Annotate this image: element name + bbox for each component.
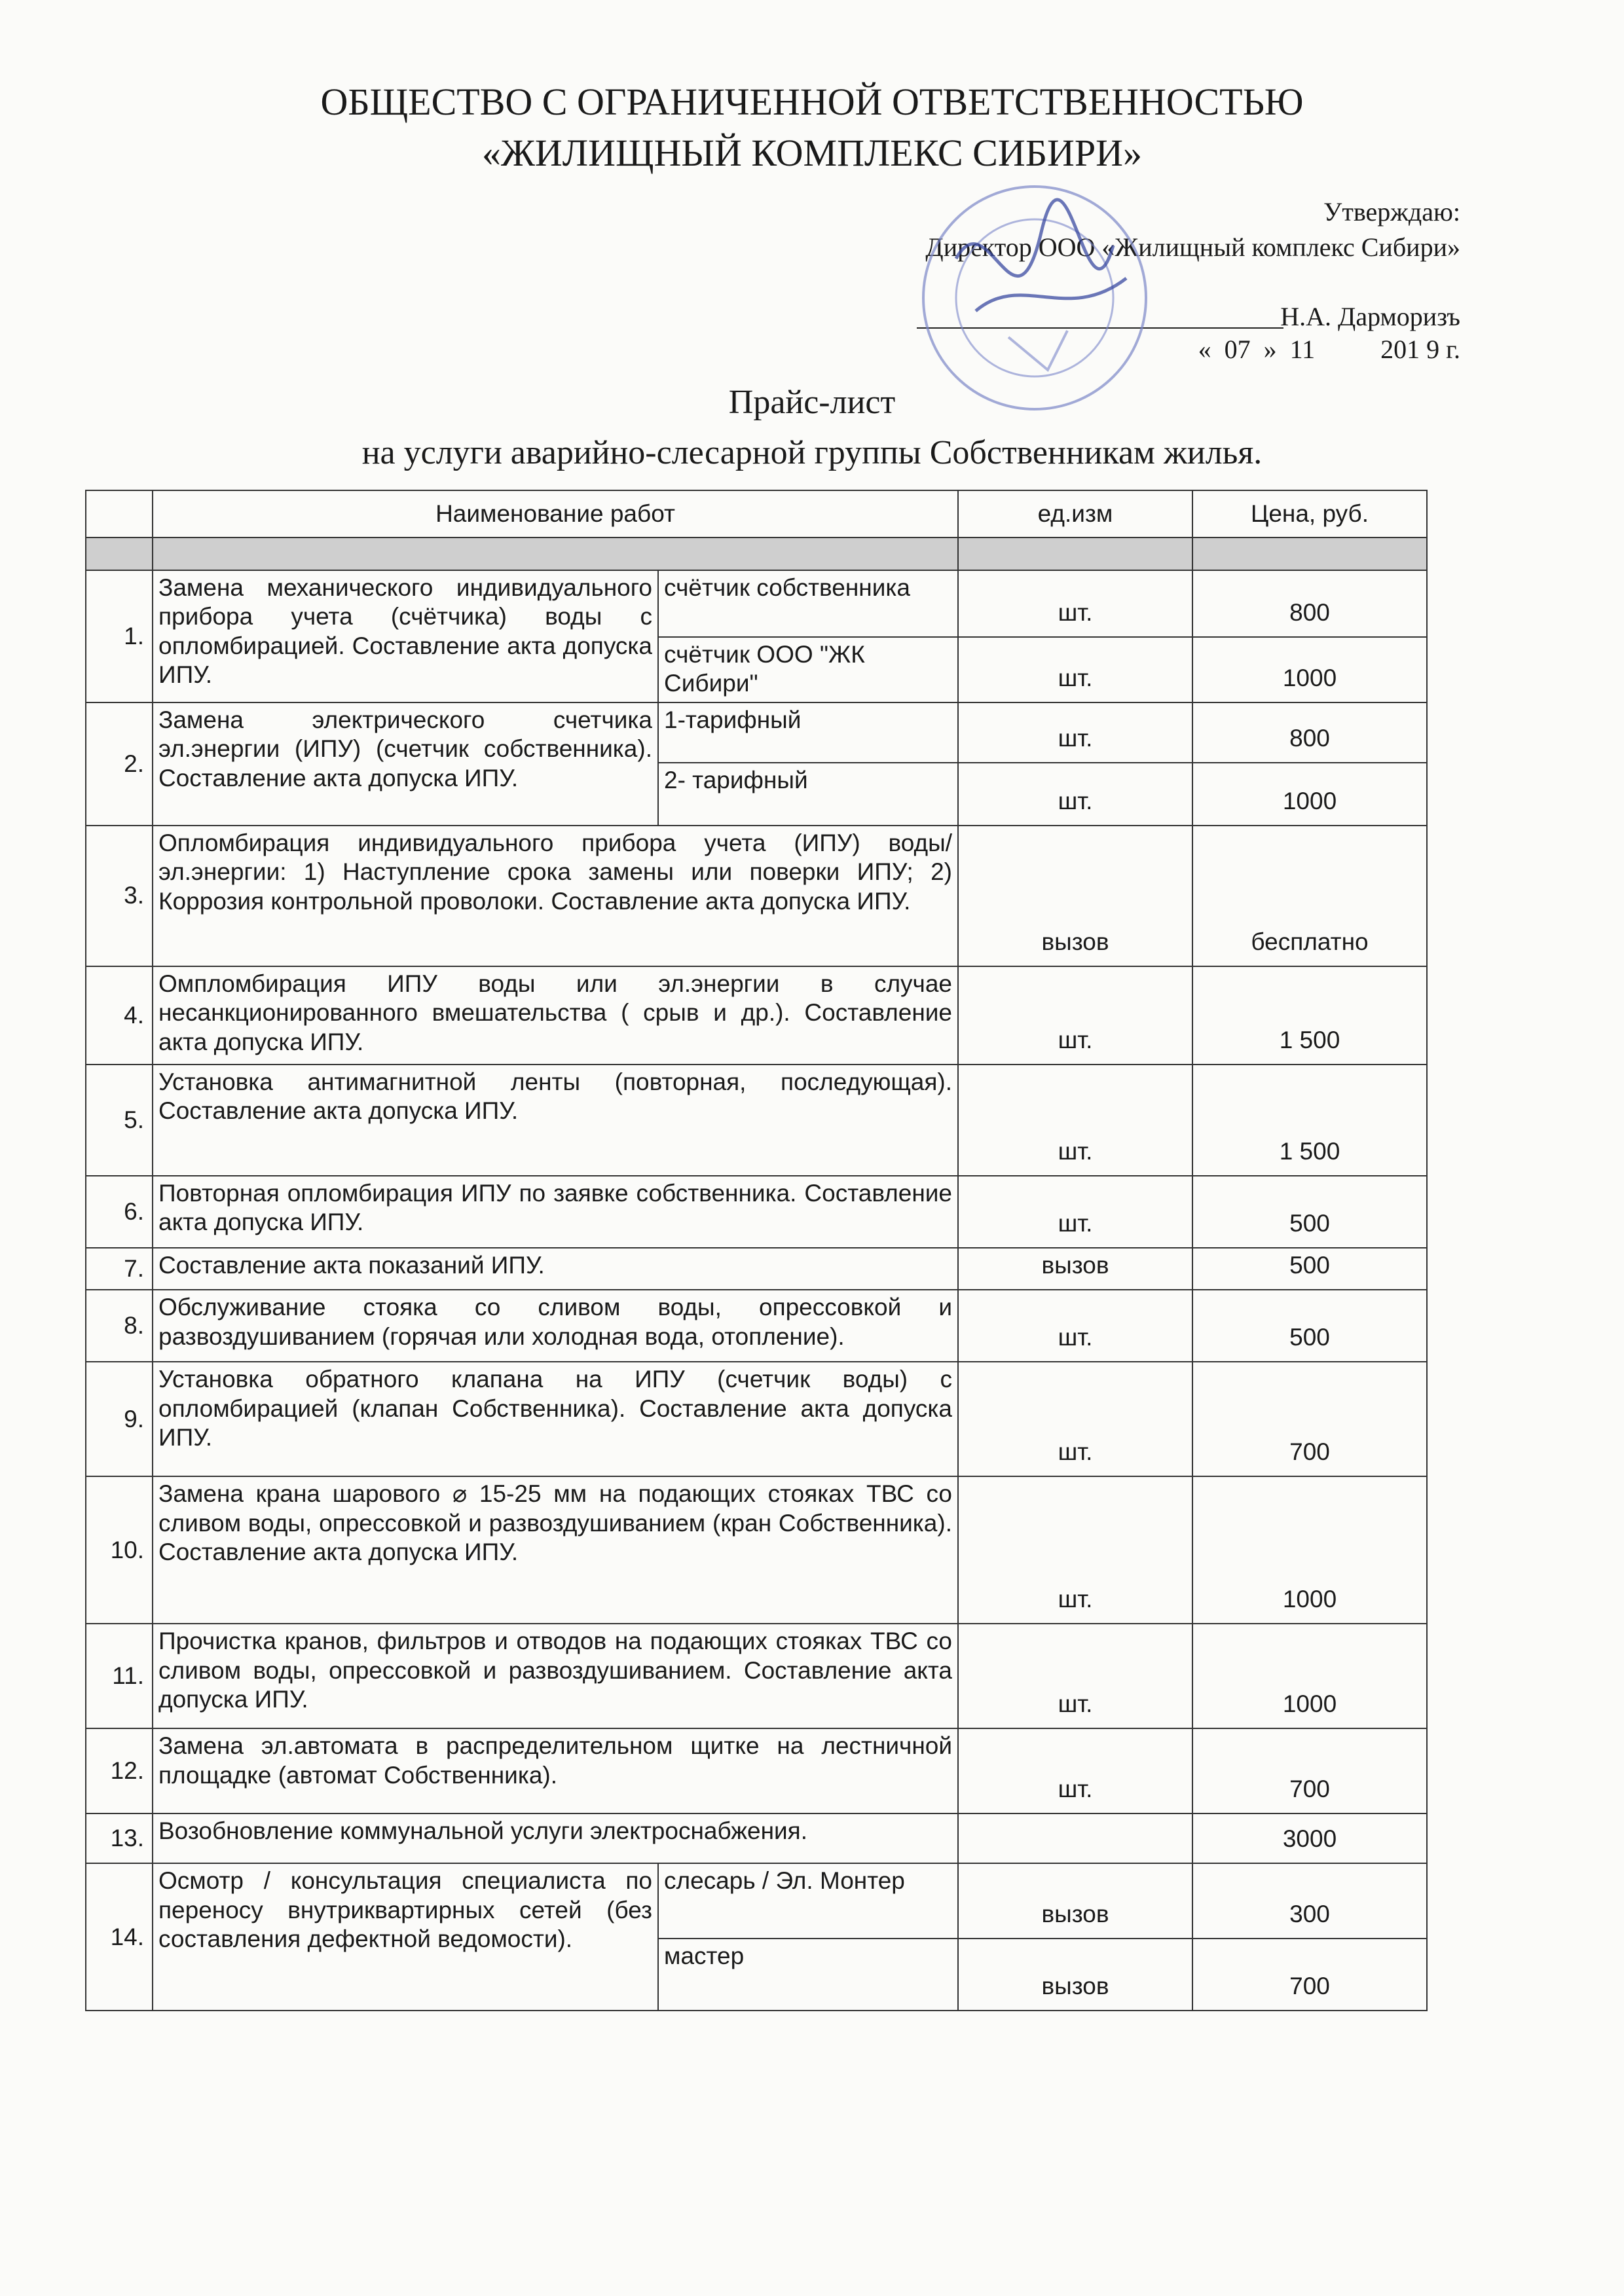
table-header-row xyxy=(86,490,1427,538)
row-number: 12. xyxy=(86,1728,153,1813)
row-number: 9. xyxy=(86,1362,153,1476)
row-unit: шт. xyxy=(958,1176,1192,1248)
document-subtitle: на услуги аварийно-слесарной группы Собственникам жилья. xyxy=(361,434,1263,471)
row-description: Установка обратного клапана на ИПУ (счетчик воды) с опломбирацией (клапан Собственника). Составление акта допуска ИПУ. xyxy=(153,1362,958,1476)
row-number: 5. xyxy=(86,1065,153,1176)
table-row xyxy=(86,1624,1427,1728)
row-unit: шт. xyxy=(958,1728,1192,1813)
row-description: Установка антимагнитной ленты (повторная, последующая). Составление акта допуска ИПУ. xyxy=(153,1065,958,1176)
row-number: 11. xyxy=(86,1624,153,1728)
table-row xyxy=(86,966,1427,1065)
row-price: 1000 xyxy=(1192,637,1427,702)
table-grey-row xyxy=(86,538,1427,570)
table-row xyxy=(86,1248,1427,1290)
price-table xyxy=(85,490,1428,2011)
document-title: Прайс-лист xyxy=(728,384,896,421)
approval-label: Утверждаю: xyxy=(1323,197,1460,227)
table-row xyxy=(86,1065,1427,1176)
header-blank-cell xyxy=(86,490,153,538)
row-number: 3. xyxy=(86,826,153,966)
row-unit: вызов xyxy=(958,1863,1192,1939)
row-price: 500 xyxy=(1192,1176,1427,1248)
row-description: Прочистка кранов, фильтров и отводов на подающих стояках ТВС со сливом воды, опрессовкой и развоздушиванием. Составление акта допуска ИПУ. xyxy=(153,1624,958,1728)
director-title: Директор ООО «Жилищный комплекс Сибири» xyxy=(925,232,1460,262)
row-variant: слесарь / Эл. Монтер xyxy=(658,1863,958,1939)
row-number: 1. xyxy=(86,570,153,702)
row-description: Обслуживание стояка со сливом воды, опрессовкой и развоздушиванием (горячая или холодная вода, отопление). xyxy=(153,1290,958,1362)
row-price: бесплатно xyxy=(1192,826,1427,966)
row-number: 8. xyxy=(86,1290,153,1362)
grey-cell xyxy=(1192,538,1427,570)
row-description: Замена механического индивидуального прибора учета (счётчика) воды с опломбирацией. Составление акта допуска ИПУ. xyxy=(153,570,658,702)
row-description: Опломбирация индивидуального прибора учета (ИПУ) воды/эл.энергии: 1) Наступление срока замены или поверки ИПУ; 2) Коррозия контрольной проволоки. Составление акта допуска ИПУ. xyxy=(153,826,958,966)
row-number: 10. xyxy=(86,1476,153,1624)
row-unit: шт. xyxy=(958,1290,1192,1362)
row-description: Замена эл.автомата в распределительном щитке на лестничной площадке (автомат Собственника). xyxy=(153,1728,958,1813)
table-row xyxy=(86,1813,1427,1863)
org-name-line2: «ЖИЛИЩНЫЙ КОМПЛЕКС СИБИРИ» xyxy=(481,132,1143,174)
row-description: Замена электрического счетчика эл.энергии (ИПУ) (счетчик собственника). Составление акта допуска ИПУ. xyxy=(153,702,658,826)
row-unit: вызов xyxy=(958,826,1192,966)
row-unit: вызов xyxy=(958,1939,1192,2011)
table-row xyxy=(86,1863,1427,1939)
table-row xyxy=(86,702,1427,763)
row-unit: шт. xyxy=(958,1065,1192,1176)
row-price: 1000 xyxy=(1192,763,1427,826)
row-number: 4. xyxy=(86,966,153,1065)
row-unit: вызов xyxy=(958,1248,1192,1290)
row-unit: шт. xyxy=(958,637,1192,702)
row-number: 2. xyxy=(86,702,153,826)
table-row xyxy=(86,1476,1427,1624)
grey-cell xyxy=(958,538,1192,570)
row-variant: 1-тарифный xyxy=(658,702,958,763)
row-description: Замена крана шарового ⌀ 15-25 мм на подающих стояках ТВС со сливом воды, опрессовкой и развоздушиванием (кран Собственника). Составление акта допуска ИПУ. xyxy=(153,1476,958,1624)
row-price: 500 xyxy=(1192,1290,1427,1362)
row-description: Составление акта показаний ИПУ. xyxy=(153,1248,958,1290)
row-description: Возобновление коммунальной услуги электроснабжения. xyxy=(153,1813,958,1863)
row-unit: шт. xyxy=(958,702,1192,763)
row-variant: 2- тарифный xyxy=(658,763,958,826)
header-unit: ед.изм xyxy=(958,490,1192,538)
row-description: Омпломбирация ИПУ воды или эл.энергии в случае несанкционированного вмешательства ( срыв и др.). Составление акта допуска ИПУ. xyxy=(153,966,958,1065)
table-row xyxy=(86,1176,1427,1248)
row-unit: шт. xyxy=(958,763,1192,826)
row-price: 1000 xyxy=(1192,1624,1427,1728)
row-price: 300 xyxy=(1192,1863,1427,1939)
table-row xyxy=(86,1362,1427,1476)
row-price: 1 500 xyxy=(1192,966,1427,1065)
row-variant: мастер xyxy=(658,1939,958,2011)
row-price: 700 xyxy=(1192,1362,1427,1476)
org-name-line1: ОБЩЕСТВО С ОГРАНИЧЕННОЙ ОТВЕТСТВЕННОСТЬЮ xyxy=(320,81,1304,123)
row-price: 800 xyxy=(1192,702,1427,763)
row-price: 800 xyxy=(1192,570,1427,637)
table-row xyxy=(86,1290,1427,1362)
row-number: 6. xyxy=(86,1176,153,1248)
row-number: 7. xyxy=(86,1248,153,1290)
row-price: 700 xyxy=(1192,1728,1427,1813)
row-price: 700 xyxy=(1192,1939,1427,2011)
row-number: 14. xyxy=(86,1863,153,2011)
table-row xyxy=(86,570,1427,637)
table-row xyxy=(86,1728,1427,1813)
grey-cell xyxy=(153,538,958,570)
header-name: Наименование работ xyxy=(153,490,958,538)
row-price: 500 xyxy=(1192,1248,1427,1290)
row-price: 1000 xyxy=(1192,1476,1427,1624)
signatory-name: Н.А. Дарморизъ xyxy=(1280,302,1460,331)
row-unit xyxy=(958,1813,1192,1863)
row-variant: счётчик ООО "ЖК Сибири" xyxy=(658,637,958,702)
approval-date: « 07 » 11 201 9 г. xyxy=(1198,335,1460,364)
row-description: Осмотр / консультация специалиста по переносу внутриквартирных сетей (без составления дефектной ведомости). xyxy=(153,1863,658,2011)
row-unit: шт. xyxy=(958,1476,1192,1624)
row-unit: шт. xyxy=(958,1624,1192,1728)
table-row xyxy=(86,826,1427,966)
row-number: 13. xyxy=(86,1813,153,1863)
row-description: Повторная опломбирация ИПУ по заявке собственника. Составление акта допуска ИПУ. xyxy=(153,1176,958,1248)
row-unit: шт. xyxy=(958,966,1192,1065)
row-unit: шт. xyxy=(958,1362,1192,1476)
grey-cell xyxy=(86,538,153,570)
row-unit: шт. xyxy=(958,570,1192,637)
row-price: 1 500 xyxy=(1192,1065,1427,1176)
header-price: Цена, руб. xyxy=(1192,490,1427,538)
row-price: 3000 xyxy=(1192,1813,1427,1863)
row-variant: счётчик собственника xyxy=(658,570,958,637)
